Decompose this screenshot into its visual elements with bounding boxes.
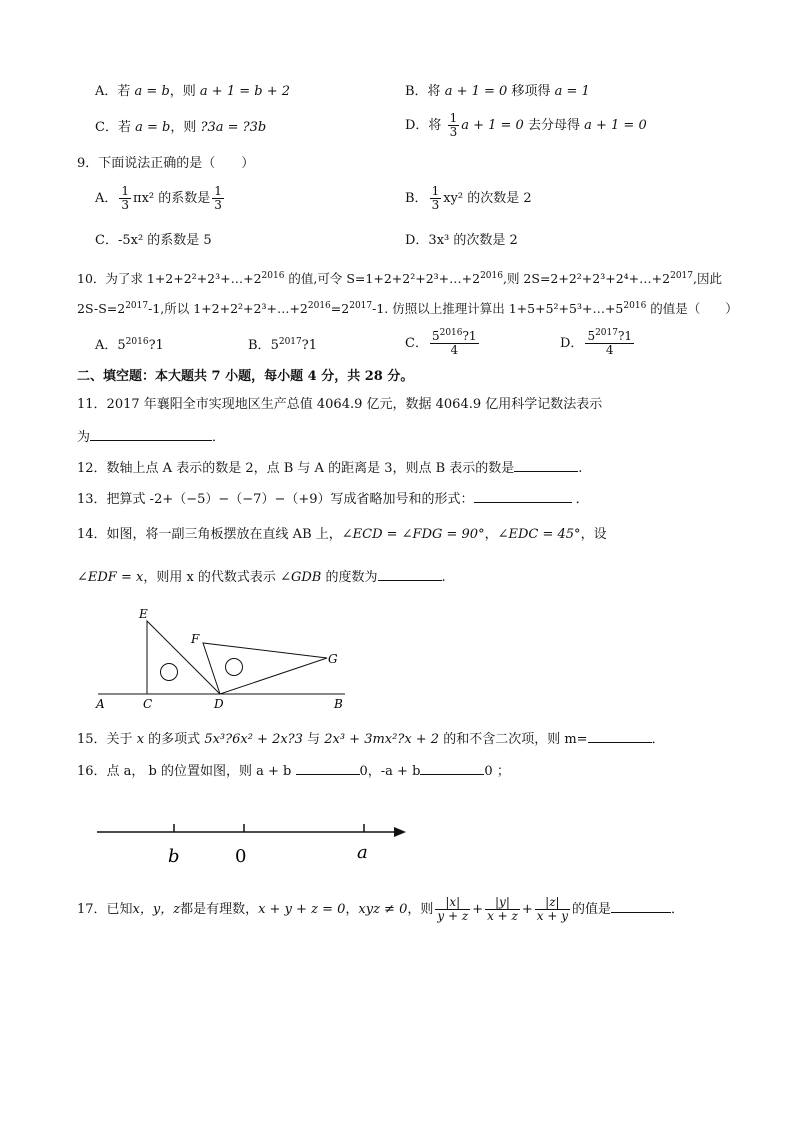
number-line-arrow (394, 827, 406, 837)
q11-line-2: 为 ． (77, 426, 225, 447)
q11-line-1: 11．2017 年襄阳全市实现地区生产总值 4064.9 亿元，数据 4064.9 亿用科学记数法表示 (77, 397, 603, 412)
q17-answer-blank[interactable] (611, 898, 671, 913)
q9-option-c: C．-5x² 的系数是 5 (95, 233, 212, 248)
q8-option-b: B．将 a + 1 = 0 移项得 a = 1 (405, 84, 590, 99)
triangle-hole-2 (226, 659, 243, 676)
q12-answer-blank[interactable] (514, 457, 578, 472)
label-d: D (214, 697, 224, 711)
q16-number-line (92, 812, 412, 870)
triangle-ecd (147, 621, 220, 694)
q13: 13．把算式 -2+（−5）−（−7）−（+9）写成省略加号和的形式： ． (77, 488, 589, 509)
label-f: F (191, 632, 200, 646)
triangle-fdg (203, 643, 327, 694)
q17: 17．已知x，y，z都是有理数，x + y + z = 0，xyz ≠ 0，则 $\frac{|x|}{y + z}$ + $\frac{|y|}{x + z}$ + $\frac{|z|}{x + y}$ 的值是 ． (77, 895, 685, 923)
q10-option-c: C． $\frac{5^{2016}?1}{4}$ (405, 328, 477, 357)
q10-option-b: B．$5^{2017}?1$ (248, 337, 317, 353)
q13-answer-blank[interactable] (474, 488, 572, 503)
q10-line-1: 10．为了求 $1+2+2^2+2^3+\dots+2^{2016}$ 的值,可令 $S=1+2+2^2+2^3+\dots+2^{2016}$,则 $2S=2+2^2+2^3+2^4+\dots+2^{2017}$,因此 (77, 271, 722, 286)
q9-option-d: D．3x³ 的次数是 2 (405, 233, 518, 248)
q10-line-2: $2S-S=2^{2017}-1$,所以 $1+2+2^2+2^3+\dots+2^{2016}=2^{2017}-1$. 仿照以上推理计算出 $1+5+5^2+5^3+\dots+5^{2016}$ 的值是（ ） (77, 301, 738, 316)
q9-option-b: B． $\frac{1}{3}$ xy² 的次数是 2 (405, 184, 532, 212)
q14-line-2: ∠EDF = x，则用 x 的代数式表示 ∠GDB 的度数为 . (77, 566, 446, 587)
label-a: A (96, 697, 105, 711)
q8-option-a: A．若 a = b，则 a + 1 = b + 2 (95, 84, 291, 99)
label-b: B (334, 697, 343, 711)
section-2-heading: 二、填空题：本大题共 7 小题，每小题 4 分，共 28 分。 (77, 369, 414, 384)
q14-answer-blank[interactable] (378, 566, 442, 581)
q10-option-a: A．$5^{2016}?1$ (95, 337, 164, 353)
q11-answer-blank[interactable] (90, 426, 212, 441)
label-c: C (143, 697, 153, 711)
q9-option-a: A． $\frac{1}{3}$ πx² 的系数是 $\frac{1}{3}$ (95, 184, 222, 212)
axis-label-zero: 0 (235, 846, 247, 867)
q14-triangle-figure (90, 602, 360, 712)
q16-answer-blank-1[interactable] (296, 760, 360, 775)
q9-stem: 9．下面说法正确的是（ ） (77, 156, 255, 171)
label-g: G (328, 652, 338, 666)
q8-option-d: D．将 $\frac{1}{3}$ a + 1 = 0 去分母得 a + 1 = 0 (405, 111, 647, 139)
q8-option-c: C．若 a = b，则 ?3a = ?3b (95, 120, 267, 135)
q12: 12．数轴上点 A 表示的数是 2，点 B 与 A 的距离是 3，则点 B 表示的数是 . (77, 457, 582, 478)
q16-answer-blank-2[interactable] (420, 760, 484, 775)
label-e: E (139, 607, 148, 621)
q15: 15．关于 x 的多项式 5x³?6x² + 2x?3 与 2x³ + 3mx²?x + 2 的和不含二次项，则 m= ． (77, 728, 665, 749)
triangle-hole-1 (161, 664, 178, 681)
q14-line-1: 14．如图，将一副三角板摆放在直线 AB 上，∠ECD = ∠FDG = 90°，∠EDC = 45°，设 (77, 527, 607, 542)
q10-option-d: D． $\frac{5^{2017}?1}{4}$ (560, 328, 633, 357)
axis-label-b: b (168, 846, 180, 867)
q16: 16．点 a， b 的位置如图，则 a + b 0，-a + b 0 ； (77, 760, 510, 781)
q15-answer-blank[interactable] (588, 728, 652, 743)
axis-label-a: a (357, 842, 368, 863)
